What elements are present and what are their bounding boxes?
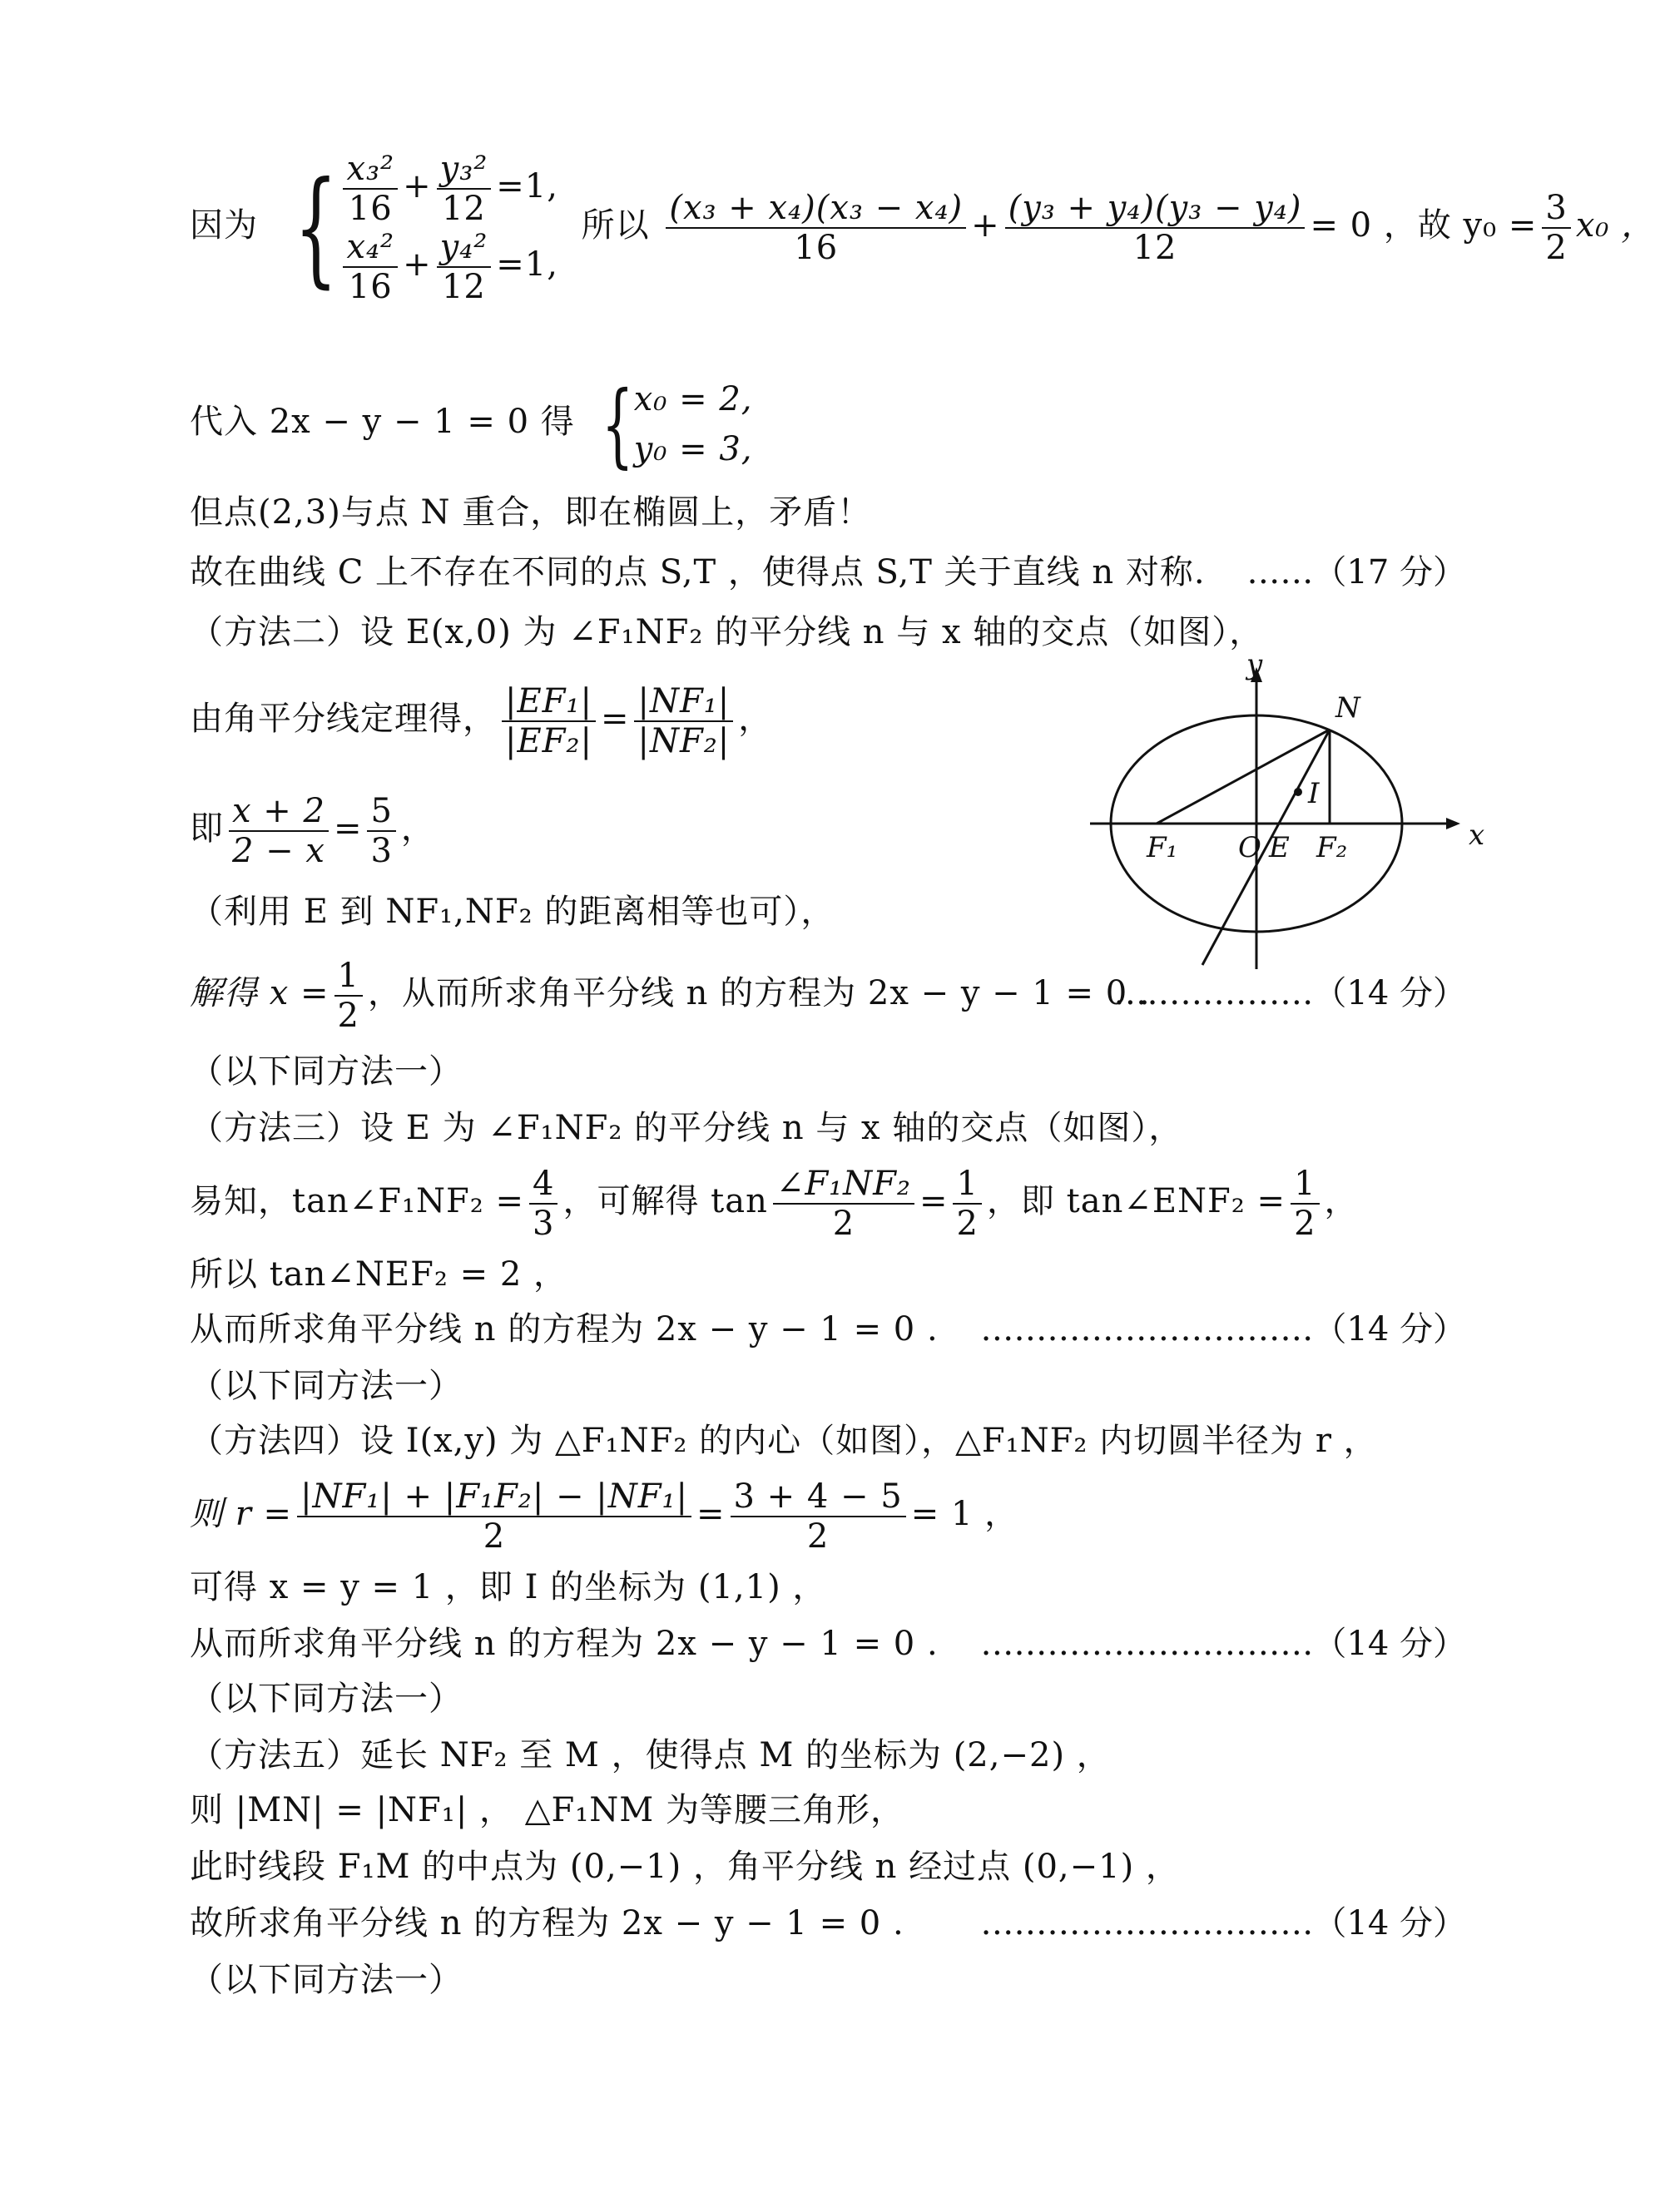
score-14: …………………………（14 分） <box>980 1904 1466 1942</box>
line-same-as-method-one: （以下同方法一） <box>190 1367 463 1405</box>
line-substitute <box>190 371 753 478</box>
left-brace: { <box>294 156 339 300</box>
eq-rhs: =1, <box>496 167 558 205</box>
score-14: …………………………（14 分） <box>980 1625 1466 1663</box>
frac-den: 2 <box>1294 1205 1316 1243</box>
text-r: 则 r = <box>190 1495 293 1533</box>
frac-den: 2 <box>832 1205 855 1243</box>
label-o: O <box>1238 831 1261 864</box>
text-tan-b: ，可解得 tan <box>562 1182 768 1220</box>
frac-num: x + 2 <box>229 792 329 832</box>
line-bisector-equation: 故所求角平分线 n 的方程为 2x − y − 1 = 0 . <box>190 1904 904 1942</box>
solution-system <box>634 374 753 474</box>
x-axis-arrow <box>1446 818 1460 829</box>
frac-num: x₄² <box>343 228 398 268</box>
frac-num: |NF₁| + |F₁F₂| − |NF₁| <box>297 1477 691 1517</box>
line-method-five: （方法五）延长 NF₂ 至 M ，使得点 M 的坐标为 (2,−2) ， <box>190 1736 1111 1774</box>
line-alt-note: （利用 E 到 NF₁,NF₂ 的距离相等也可）， <box>190 893 835 931</box>
frac-den: |EF₂| <box>505 722 592 760</box>
frac-den: |NF₂| <box>637 722 731 760</box>
punct: ， <box>738 700 773 738</box>
line-method-four: （方法四）设 I(x,y) 为 △F₁NF₂ 的内心（如图），△F₁NF₂ 内切圆半径为 r ， <box>190 1422 1378 1460</box>
left-brace: { <box>601 371 634 478</box>
frac-num: y₃² <box>437 150 492 190</box>
equation-system: $\frac{\text{x₃²}}{16}$ + $\frac{\text{y₃²}}{12}$ =1, $\frac{\text{x₄²}}{16}$ + $\frac{\text{y₄²}}{12}$ =1, <box>338 150 558 306</box>
label-f1: F₁ <box>1147 831 1178 864</box>
line-midpoint: 此时线段 F₁M 的中点为 (0,−1) ，角平分线 n 经过点 (0,−1) ， <box>190 1848 1180 1886</box>
frac-den: 3 <box>533 1205 555 1243</box>
frac-num: 5 <box>367 792 395 832</box>
score-14: ………………（14 分） <box>1113 974 1466 1012</box>
frac-num: ∠F₁NF₂ <box>773 1165 914 1205</box>
frac-num: 1 <box>1291 1165 1319 1205</box>
line-method-two: （方法二）设 E(x,0) 为 ∠F₁NF₂ 的平分线 n 与 x 轴的交点（如图）， <box>190 613 1264 651</box>
frac-den: 3 <box>370 832 393 870</box>
text-equation: ，从而所求角平分线 n 的方程为 2x − y − 1 = 0 . <box>367 974 1151 1012</box>
eq-rhs: =1, <box>496 245 558 284</box>
text-solve: 解得 x = <box>190 974 330 1012</box>
line-method-three: （方法三）设 E 为 ∠F₁NF₂ 的平分线 n 与 x 轴的交点（如图）， <box>190 1109 1183 1147</box>
incenter-point <box>1294 788 1302 796</box>
text-ie: 即 <box>190 809 224 848</box>
frac-num: y₄² <box>437 228 492 268</box>
line-isosceles: 则 |MN| = |NF₁| ， △F₁NM 为等腰三角形， <box>190 1791 904 1829</box>
text-equals: = <box>919 1182 949 1220</box>
line-angle-bisector-theorem: 由角平分线定理得， $\frac{\text{|EF₁|}}{\text{|EF₂|}}$ = $\frac{\text{|NF₁|}}{\text{|NF₂|}}$ ， <box>190 682 773 760</box>
label-f2: F₂ <box>1316 831 1348 864</box>
frac-den: 12 <box>441 190 486 228</box>
text-because: 因为 <box>190 206 258 245</box>
solution-y0: y₀ = 3, <box>633 430 753 468</box>
text-substitute: 代入 2x − y − 1 = 0 得 <box>190 403 575 441</box>
text-tan-a: 易知，tan∠F₁NF₂ = <box>190 1182 525 1220</box>
frac-num: |EF₁| <box>502 682 596 722</box>
label-i: I <box>1308 777 1320 810</box>
frac-num: 4 <box>529 1165 557 1205</box>
line-conclusion: 故在曲线 C 上不存在不同的点 S,T ，使得点 S,T 关于直线 n 对称. <box>190 553 1206 591</box>
label-x: x <box>1469 819 1485 852</box>
frac-den: 16 <box>348 268 393 306</box>
line-bisector-equation: 从而所求角平分线 n 的方程为 2x − y − 1 = 0 . <box>190 1625 939 1663</box>
frac-den: 12 <box>441 268 486 306</box>
frac-num: 3 <box>1542 189 1570 229</box>
score-17: ……（17 分） <box>1246 553 1466 591</box>
line-tan-result: 所以 tan∠NEF₂ = 2 ， <box>190 1255 568 1294</box>
frac-num: (x₃ + x₄)(x₃ − x₄) <box>666 189 966 229</box>
label-e: E <box>1269 831 1290 864</box>
solution-x0: x₀ = 2, <box>633 380 753 418</box>
frac-num: x₃² <box>343 150 398 190</box>
line-solve-x <box>190 957 1151 1035</box>
text-result: = 1 ， <box>910 1495 1019 1533</box>
frac-den: 2 <box>806 1517 830 1556</box>
frac-num: 1 <box>953 1165 981 1205</box>
frac-num: 3 + 4 − 5 <box>731 1477 906 1517</box>
text-tan-d: ，即 tan∠ENF₂ = <box>986 1182 1286 1220</box>
frac-num: |NF₁| <box>634 682 733 722</box>
frac-den: 2 <box>956 1205 979 1243</box>
frac-den: 2 <box>483 1517 506 1556</box>
frac-den: 2 <box>337 997 359 1035</box>
frac-den: 16 <box>348 190 393 228</box>
ellipse-figure <box>1090 648 1498 973</box>
line-same-as-method-one: （以下同方法一） <box>190 1052 463 1091</box>
frac-den: 2 <box>1545 229 1568 267</box>
line-incenter: 可得 x = y = 1 ，即 I 的坐标为 (1,1) ， <box>190 1568 827 1606</box>
punct: ， <box>400 809 435 848</box>
line-same-as-method-one: （以下同方法一） <box>190 1961 463 1999</box>
text-therefore: 所以 <box>581 206 650 245</box>
score-14: …………………………（14 分） <box>980 1310 1466 1348</box>
line-tan <box>190 1165 1359 1243</box>
label-y: y <box>1246 648 1263 681</box>
text-equals: = <box>696 1495 726 1533</box>
frac-den: 2 − x <box>232 832 325 870</box>
line-ratio: 即 $\frac{x + 2}{2 - x}$ = $\frac{5}{3}$ ， <box>190 792 435 870</box>
line-same-as-method-one: （以下同方法一） <box>190 1680 463 1718</box>
text-theorem: 由角平分线定理得， <box>190 700 497 738</box>
frac-den: 16 <box>794 229 839 267</box>
line-inradius <box>190 1477 1018 1556</box>
line-system-derivation: 因为 { $\frac{\text{x₃²}}{16}$ + $\frac{\text{y₃²}}{12}$ =1, $\frac{\text{x₄²}}{16}$ + $\frac{\text{y₄²}}{12}$ =1, 所以 $\frac{\text{(x₃ + x₄)(x₃ − x₄)}}{16}$ + $\frac{\text{(y₃ + y₄)(y₃ − y₄)}}{12}$ = 0 ，故 y₀ = $\frac{3}{2}$ x₀ ， <box>190 150 1655 306</box>
line-contradiction: 但点(2,3)与点 N 重合，即在椭圆上，矛盾！ <box>190 493 872 532</box>
line-bisector-equation: 从而所求角平分线 n 的方程为 2x − y − 1 = 0 . <box>190 1310 939 1348</box>
label-n: N <box>1335 691 1360 725</box>
frac-num: (y₃ + y₄)(y₃ − y₄) <box>1005 189 1306 229</box>
eq-end: x₀ ， <box>1575 206 1655 245</box>
frac-den: 12 <box>1132 229 1177 267</box>
frac-num: 1 <box>334 957 363 997</box>
punct: ， <box>1324 1182 1359 1220</box>
eq-tail: = 0 ，故 y₀ = <box>1310 206 1538 245</box>
